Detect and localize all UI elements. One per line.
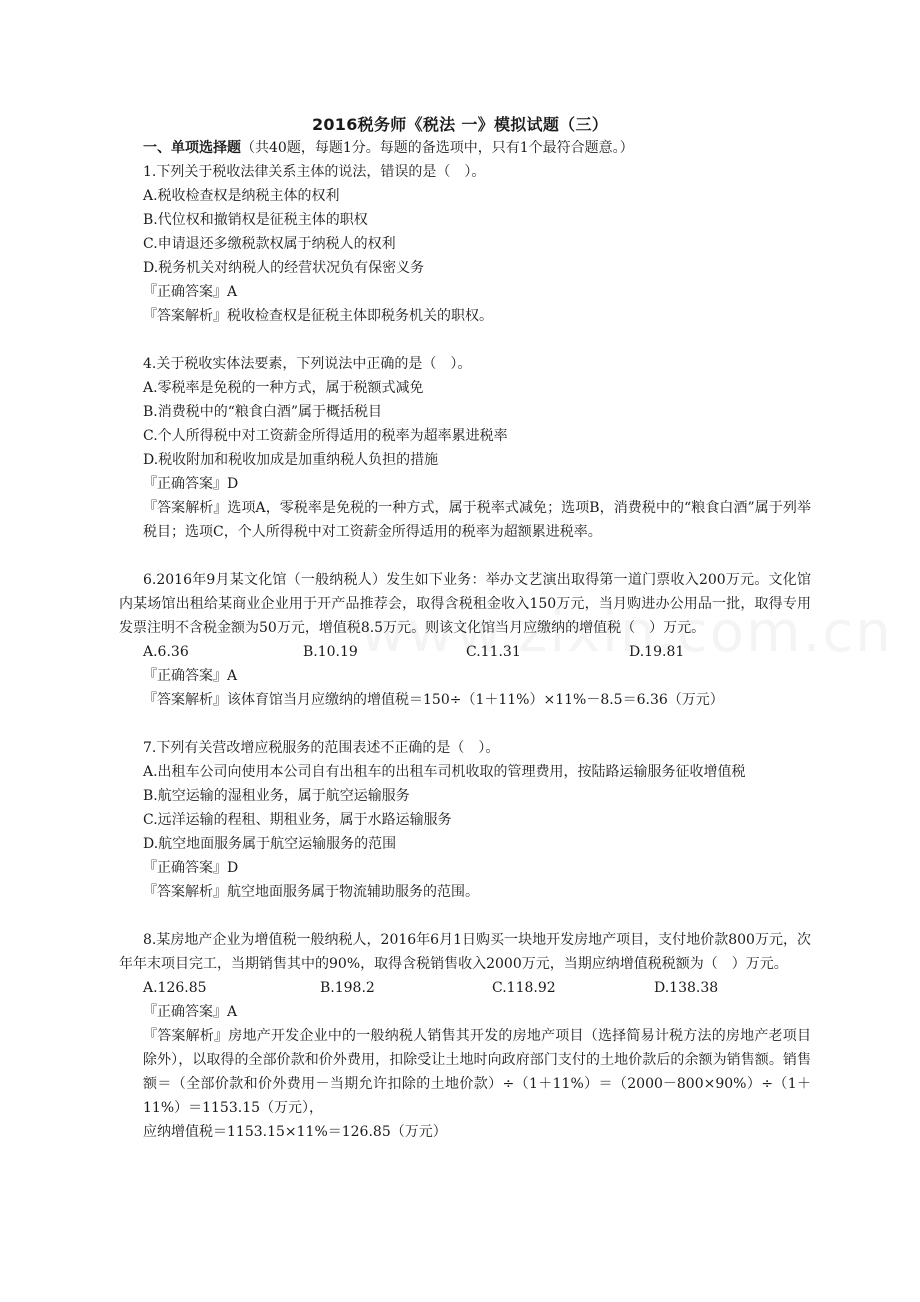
question-8 bbox=[119, 928, 811, 976]
options-row bbox=[143, 976, 811, 1000]
question-stem: 8.某房地产企业为增值税一般纳税人，2016年6月1日购买一块地开发房地产项目，支付地价款800万元，次年年末项目完工，当期销售其中的90%，取得含税销售收入2000万元，当期应纳增值税税额为（ ）万元。 bbox=[119, 932, 811, 972]
option-d: D.航空地面服务属于航空运输服务的范围 bbox=[143, 836, 397, 852]
option-c: C.118.92 bbox=[492, 980, 556, 996]
question-stem: 7.下列有关营改增应税服务的范围表述不正确的是（ ）。 bbox=[143, 740, 500, 756]
question-stem: 6.2016年9月某文化馆（一般纳税人）发生如下业务：举办文艺演出取得第一道门票收入200万元。文化馆内某场馆出租给某商业企业用于开产品推荐会，取得含税租金收入150万元，当月购进办公用品一批，取得专用发票注明不含税金额为50万元，增值税8.5万元。则该文化馆当月应缴纳的增值税（ ）万元。 bbox=[119, 572, 811, 636]
option-a: A.出租车公司向使用本公司自有出租车的出租车司机收取的管理费用，按陆路运输服务征收增值税 bbox=[143, 764, 746, 780]
question-1 bbox=[143, 160, 811, 328]
answer-analysis: 『答案解析』房地产开发企业中的一般纳税人销售其开发的房地产项目（选择简易计税方法的房地产老项目除外），以取得的全部价款和价外费用，扣除受让土地时向政府部门支付的土地价款后的余额为销售额。销售额＝（全部价款和价外费用－当期允许扣除的土地价款）÷（1＋11%）＝（2000－800×90%）÷（1＋11%）＝1153.15（万元）， bbox=[143, 1028, 811, 1116]
page-title: 2016税务师《税法 一》模拟试题（三） bbox=[311, 115, 609, 134]
correct-answer: 『正确答案』D bbox=[143, 476, 239, 492]
answer-analysis-result: 应纳增值税＝1153.15×11%＝126.85（万元） bbox=[143, 1124, 447, 1140]
question-stem: 1.下列关于税收法律关系主体的说法，错误的是（ ）。 bbox=[143, 164, 486, 180]
option-a: A.税收检查权是纳税主体的权利 bbox=[143, 188, 340, 204]
option-a: A.6.36 bbox=[143, 644, 189, 660]
question-6 bbox=[119, 568, 811, 640]
option-d: D.138.38 bbox=[654, 980, 719, 996]
correct-answer: 『正确答案』A bbox=[143, 284, 238, 300]
option-b: B.10.19 bbox=[303, 644, 358, 660]
option-c: C.远洋运输的程租、期租业务，属于水路运输服务 bbox=[143, 812, 452, 828]
question-4 bbox=[143, 352, 811, 544]
answer-analysis: 『答案解析』航空地面服务属于物流辅助服务的范围。 bbox=[143, 884, 479, 900]
option-c: C.11.31 bbox=[466, 644, 521, 660]
section-head-label: 一、单项选择题 bbox=[143, 140, 241, 156]
option-d: D.19.81 bbox=[629, 644, 685, 660]
correct-answer: 『正确答案』D bbox=[143, 860, 239, 876]
section-heading bbox=[143, 136, 811, 160]
document-body bbox=[119, 136, 811, 1144]
option-d: D.税务机关对纳税人的经营状况负有保密义务 bbox=[143, 260, 425, 276]
options-row bbox=[143, 640, 811, 664]
option-b: B.消费税中的“粮食白酒”属于概括税目 bbox=[143, 404, 383, 420]
correct-answer: 『正确答案』A bbox=[143, 668, 238, 684]
option-b: B.198.2 bbox=[320, 980, 375, 996]
option-b: B.航空运输的湿租业务，属于航空运输服务 bbox=[143, 788, 410, 804]
option-d: D.税收附加和税收加成是加重纳税人负担的措施 bbox=[143, 452, 439, 468]
question-stem: 4.关于税收实体法要素，下列说法中正确的是（ ）。 bbox=[143, 356, 472, 372]
answer-analysis: 『答案解析』税收检查权是征税主体即税务机关的职权。 bbox=[143, 308, 493, 324]
section-description: （共40题，每题1分。每题的备选项中，只有1个最符合题意。） bbox=[241, 140, 634, 156]
option-c: C.个人所得税中对工资薪金所得适用的税率为超率累进税率 bbox=[143, 428, 508, 444]
correct-answer: 『正确答案』A bbox=[143, 1004, 238, 1020]
option-b: B.代位权和撤销权是征税主体的职权 bbox=[143, 212, 368, 228]
answer-analysis: 『答案解析』选项A，零税率是免税的一种方式，属于税率式减免；选项B，消费税中的“粮食白酒”属于列举税目；选项C，个人所得税中对工资薪金所得适用的税率为超额累进税率。 bbox=[143, 500, 811, 540]
option-a: A.零税率是免税的一种方式，属于税额式减免 bbox=[143, 380, 424, 396]
option-a: A.126.85 bbox=[143, 980, 207, 996]
option-c: C.申请退还多缴税款权属于纳税人的权利 bbox=[143, 236, 396, 252]
answer-analysis: 『答案解析』该体育馆当月应缴纳的增值税＝150÷（1＋11%）×11%－8.5＝6.36（万元） bbox=[143, 692, 724, 708]
question-7 bbox=[143, 736, 811, 904]
